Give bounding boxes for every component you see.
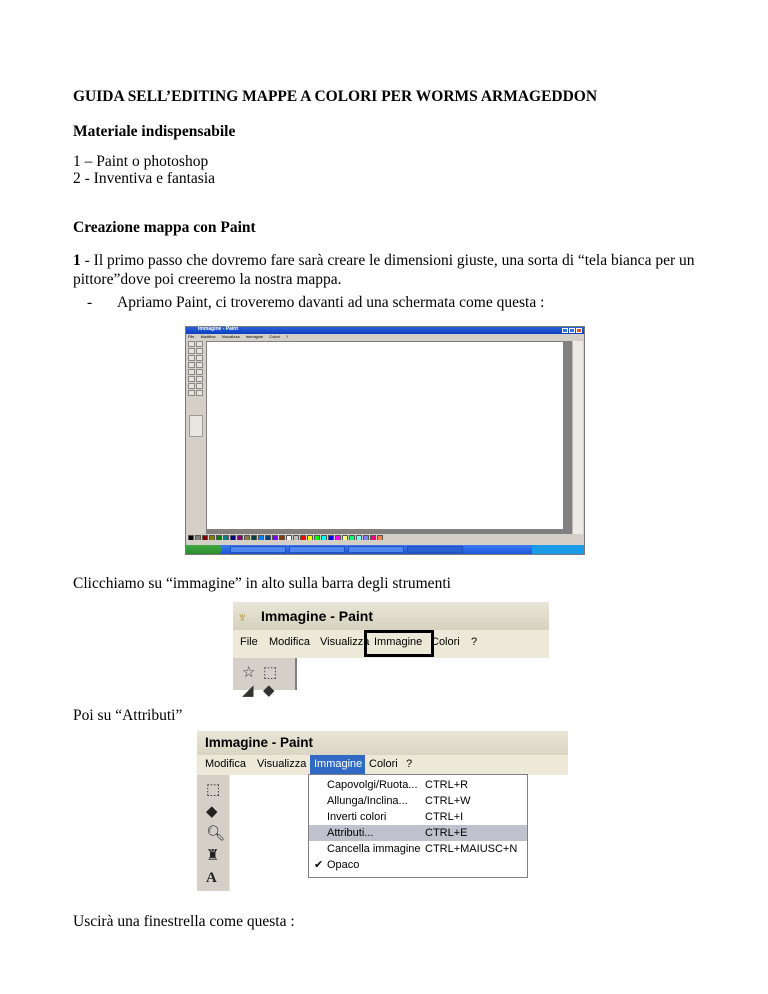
menu-visualizza[interactable]: Visualizza [257, 758, 307, 770]
menu-modifica[interactable]: Modifica [269, 636, 310, 648]
menu-immagine[interactable]: Immagine [374, 636, 423, 648]
menu-item-inverti[interactable] [309, 809, 527, 825]
taskbar-item-active[interactable] [407, 546, 463, 553]
menubar-screenshot [233, 602, 549, 699]
fill-icon[interactable]: ◆ [206, 803, 218, 820]
menu-immagine[interactable]: Immagine [245, 334, 264, 339]
taskbar-item[interactable] [289, 546, 345, 553]
window-title: Immagine - Paint [261, 608, 374, 624]
windows-taskbar [186, 545, 584, 554]
magnifier-icon[interactable]: 🔍︎ [206, 825, 226, 842]
toolbox [233, 658, 295, 699]
rect-select-icon[interactable]: ⬚ [263, 664, 278, 681]
bullet-dash: - [87, 294, 93, 311]
menu-item-capovolgi[interactable] [309, 777, 527, 793]
menu-visualizza[interactable]: Visualizza [221, 334, 240, 339]
free-select-icon[interactable] [188, 341, 195, 347]
rectangle-icon[interactable] [188, 383, 195, 389]
menu-bar [188, 334, 293, 340]
magnifier-icon[interactable] [196, 355, 203, 361]
menu-item-cancella[interactable] [309, 841, 527, 857]
curve-icon[interactable] [196, 376, 203, 382]
minimize-icon[interactable] [562, 328, 568, 333]
rect-select-icon[interactable]: ⬚ [206, 781, 221, 798]
ellipse-icon[interactable] [188, 390, 195, 396]
step1-number: 1 [73, 252, 81, 269]
menu-item-shortcut: CTRL+I [425, 811, 464, 823]
menu-immagine[interactable]: Immagine [314, 758, 363, 770]
eraser-icon[interactable]: ◢ [242, 682, 254, 699]
bullet-text: Apriamo Paint, ci troveremo davanti ad una schermata come questa : [117, 294, 545, 311]
menu-item-label: Cancella immagine [327, 843, 421, 855]
window-title: Immagine - Paint [198, 326, 239, 332]
fill-icon[interactable]: ◆ [263, 682, 275, 699]
material-item-2: 2 - Inventiva e fantasia [73, 170, 216, 187]
drawing-canvas[interactable] [207, 342, 563, 529]
menu-item-shortcut: CTRL+MAIUSC+N [425, 843, 518, 855]
menu-item-label: Inverti colori [327, 811, 387, 823]
menu-item-shortcut: CTRL+W [425, 795, 471, 807]
menu-item-allunga[interactable] [309, 793, 527, 809]
rounded-rect-icon[interactable] [196, 390, 203, 396]
menu-item-label: Opaco [327, 859, 360, 871]
highlight-box [364, 630, 434, 657]
menu-file[interactable]: File [188, 334, 195, 339]
window-titlebar [233, 602, 549, 630]
drawing-canvas[interactable] [295, 658, 551, 690]
menu-help[interactable]: ? [285, 334, 289, 339]
brush-icon[interactable]: ♜ [206, 847, 220, 864]
start-button[interactable] [186, 545, 222, 554]
menu-item-shortcut: CTRL+E [425, 827, 468, 839]
taskbar-item[interactable] [230, 546, 286, 553]
menu-item-label: Capovolgi/Ruota... [327, 779, 418, 791]
line-icon[interactable] [188, 376, 195, 382]
polygon-icon[interactable] [196, 383, 203, 389]
menu-item-opaco[interactable] [309, 857, 527, 873]
step1-paragraph [73, 251, 713, 289]
immagine-dropdown-menu [308, 774, 528, 878]
pencil-icon[interactable] [188, 362, 195, 368]
materials-heading: Materiale indispensabile [73, 123, 236, 140]
window-title: Immagine - Paint [205, 735, 314, 750]
caption-finestrella: Uscirà una finestrella come questa : [73, 913, 295, 930]
menu-visualizza[interactable]: Visualizza [320, 636, 370, 648]
menu-modifica[interactable]: Modifica [205, 758, 246, 770]
menu-help[interactable]: ? [471, 636, 478, 648]
document-title: GUIDA SELL’EDITING MAPPE A COLORI PER WORMS ARMAGEDDON [73, 88, 598, 105]
immagine-menu-screenshot [197, 731, 568, 891]
toolbox [187, 341, 205, 531]
rect-select-icon[interactable] [196, 341, 203, 347]
menu-colori[interactable]: Colori [431, 636, 460, 648]
menu-help[interactable]: ? [406, 758, 413, 770]
maximize-icon[interactable] [569, 328, 575, 333]
vertical-scrollbar[interactable] [572, 341, 583, 534]
airbrush-icon[interactable] [188, 369, 195, 375]
fill-icon[interactable] [196, 348, 203, 354]
eraser-icon[interactable] [188, 348, 195, 354]
menu-item-attributi[interactable] [309, 825, 527, 841]
menu-item-shortcut: CTRL+R [425, 779, 469, 791]
free-select-icon[interactable]: ☆ [242, 664, 256, 681]
menu-modifica[interactable]: Modifica [200, 334, 216, 339]
menu-colori[interactable]: Colori [369, 758, 398, 770]
checkmark-icon: ✔ [314, 859, 324, 871]
brush-icon[interactable] [196, 362, 203, 368]
menu-bar [197, 755, 568, 775]
window-titlebar [197, 731, 568, 755]
toolbox [197, 775, 229, 891]
caption-attributi: Poi su “Attributi” [73, 707, 183, 724]
menu-file[interactable]: File [240, 636, 258, 648]
caption-immagine: Clicchiamo su “immagine” in alto sulla barra degli strumenti [73, 575, 451, 592]
menu-colori[interactable]: Colori [269, 334, 280, 339]
text-icon[interactable] [196, 369, 203, 375]
text-icon[interactable]: A [206, 870, 217, 886]
step1-text: - Il primo passo che dovremo fare sarà creare le dimensioni giuste, una sorta di “tela bianca per un pittore”dove poi creeremo la nostra mappa. [73, 252, 695, 288]
menu-item-label: Attributi... [327, 827, 374, 839]
system-tray [532, 545, 584, 554]
color-picker-icon[interactable] [188, 355, 195, 361]
close-icon[interactable] [576, 328, 582, 333]
menu-item-label: Allunga/Inclina... [327, 795, 408, 807]
section-heading: Creazione mappa con Paint [73, 219, 256, 236]
tool-options-box[interactable] [189, 415, 203, 437]
paint-window-screenshot [185, 326, 585, 555]
window-controls [562, 328, 582, 333]
paint-app-icon: ♆ [237, 609, 248, 625]
taskbar-item[interactable] [348, 546, 404, 553]
material-item-1: 1 – Paint o photoshop [73, 153, 209, 170]
window-titlebar [186, 327, 584, 334]
